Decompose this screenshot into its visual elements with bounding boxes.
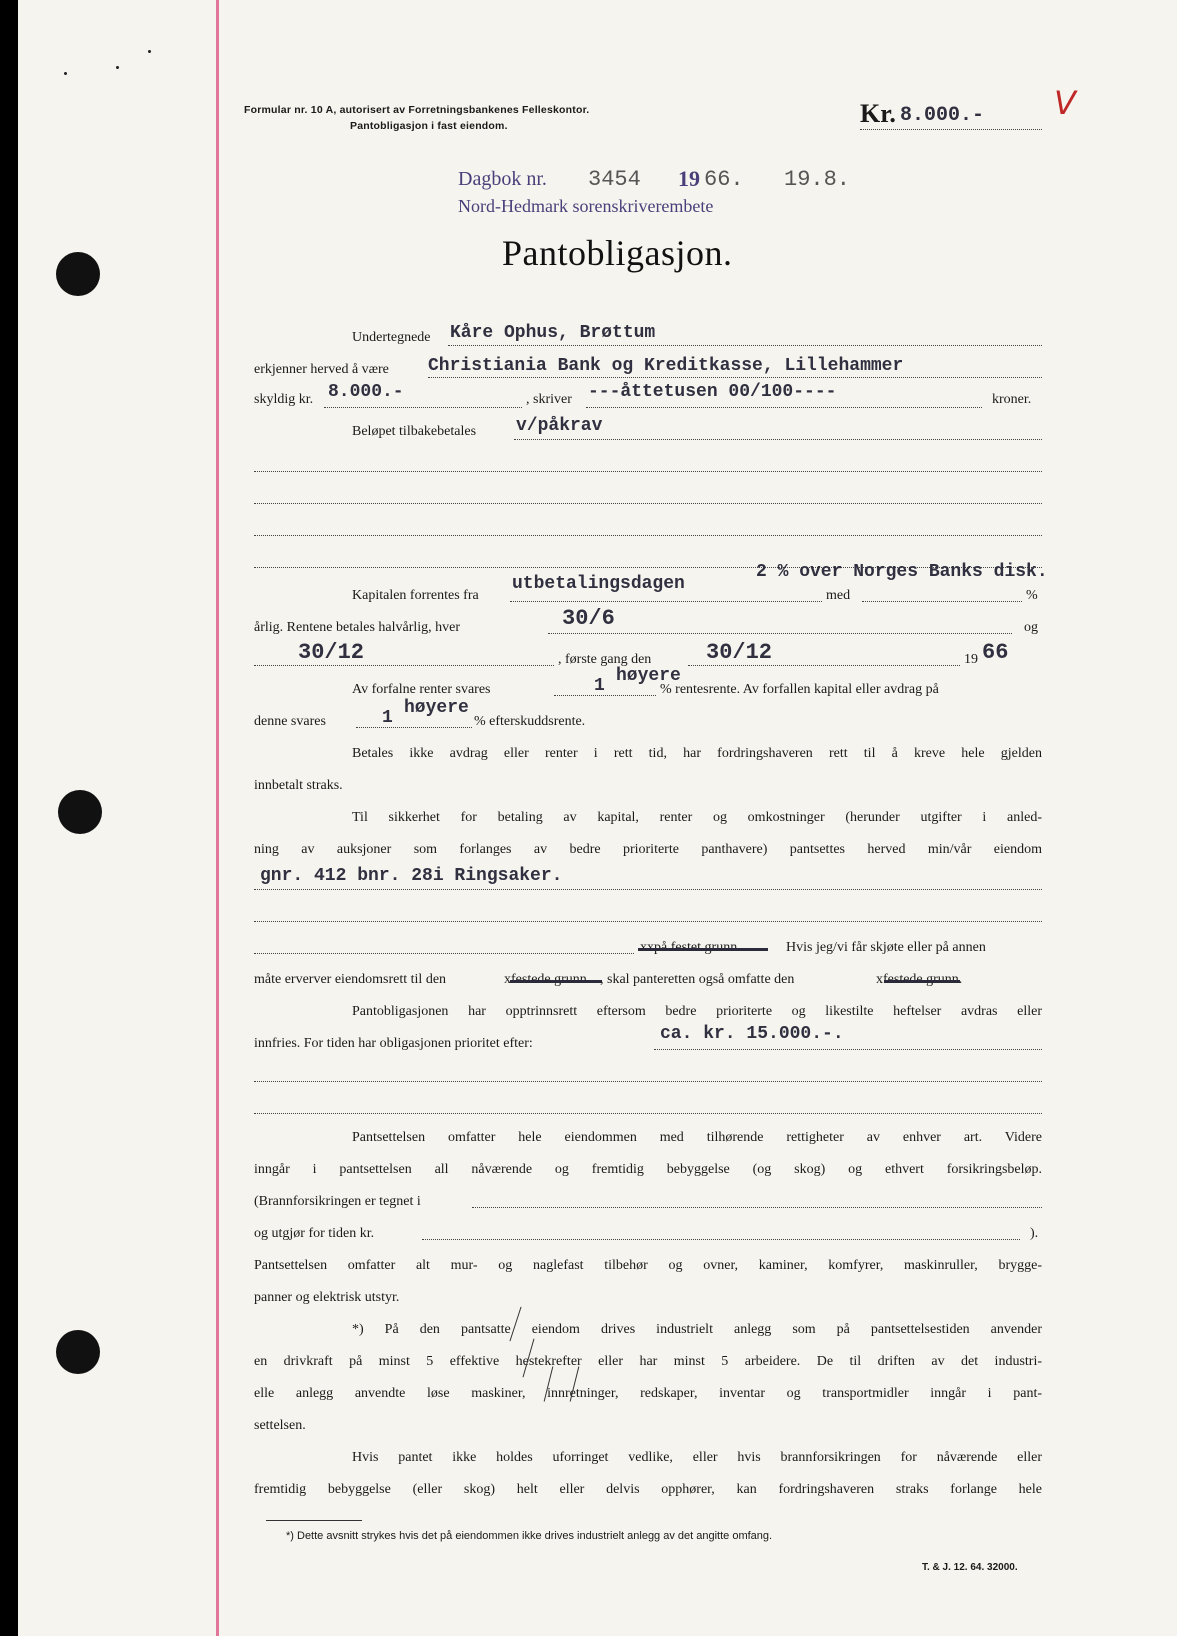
med-label: med xyxy=(826,588,851,603)
efterskudd-label: % efterskuddsrente. xyxy=(474,714,586,729)
og-label: og xyxy=(1024,620,1038,635)
kroner-label: kroner. xyxy=(992,392,1032,407)
kapitalen-label: Kapitalen forrentes fra xyxy=(352,588,479,603)
paragraph-5-line-1: Pantsettelsen omfatter alt mur- og naglefast tilbehør og ovner, kaminer, komfyrer, maskinruller, brygge- xyxy=(254,1258,1042,1273)
prioritet-dots xyxy=(654,1049,1042,1050)
check-mark: V xyxy=(1054,84,1076,122)
paragraph-4-line-2: inngår i pantsettelsen all nåværende og fremtidig bebyggelse (og skog) og ethvert forsikringsbeløp. xyxy=(254,1162,1042,1177)
arlig-dots xyxy=(548,633,1012,634)
paragraph-6-line-3: elle anlegg anvendte løse maskiner, innretninger, redskaper, inventar og transportmidler inngår i pant- xyxy=(254,1386,1042,1401)
year-19: 19 xyxy=(964,652,978,667)
property-value: gnr. 412 bnr. 28i Ringsaker. xyxy=(260,866,563,886)
amount-value: 8.000.- xyxy=(900,104,985,127)
paragraph-3-line-1: Pantobligasjonen har opptrinnsrett eftersom bedre prioriterte og likestilte heftelser avdras eller xyxy=(352,1004,1042,1019)
med-dots xyxy=(862,601,1022,602)
amount-prefix: Kr. xyxy=(860,99,896,128)
forste-label: , første gang den xyxy=(558,652,652,667)
denne-label: denne svares xyxy=(254,714,326,729)
skyldig-dots xyxy=(324,407,522,408)
belopet-label: Beløpet tilbakebetales xyxy=(352,424,477,439)
stamp-year-suffix: 66. xyxy=(704,167,744,192)
kapitalen-value: utbetalingsdagen xyxy=(512,574,685,594)
skyldig-label: skyldig kr. xyxy=(254,392,314,407)
document-page xyxy=(18,0,1177,1636)
print-code: T. & J. 12. 64. 32000. xyxy=(922,1562,1018,1573)
property-dots xyxy=(254,889,1042,890)
denne-extra: høyere xyxy=(404,698,469,718)
blank-line-1 xyxy=(254,471,1042,472)
amount-dots xyxy=(860,129,1042,130)
hvis-text: Hvis jeg/vi får skjøte eller på annen xyxy=(786,940,986,955)
speck xyxy=(148,50,151,53)
prioritet-value: ca. kr. 15.000.-. xyxy=(660,1024,844,1044)
erkjenner-dots xyxy=(428,377,1042,378)
rate-above-value: 2 % over Norges Banks disk. xyxy=(756,562,1048,582)
blank-line-7 xyxy=(254,1113,1042,1114)
arlig-value: 30/6 xyxy=(562,606,615,631)
brann-dots xyxy=(472,1207,1042,1208)
utgjor-dots xyxy=(422,1239,1020,1240)
strike-mate-2 xyxy=(884,980,960,983)
paragraph-6-line-1: *) På den pantsatte eiendom drives industrielt anlegg som på pantsettelsestiden anvender xyxy=(352,1322,1042,1337)
paragraph-4-line-4-end: ). xyxy=(1030,1226,1039,1241)
blank-line-6 xyxy=(254,1081,1042,1082)
blank-line-3 xyxy=(254,535,1042,536)
paragraph-1-line-2: innbetalt straks. xyxy=(254,778,343,793)
paragraph-3-line-2: innfries. For tiden har obligasjonen prioritet efter: xyxy=(254,1036,533,1051)
undertegnede-value: Kåre Ophus, Brøttum xyxy=(450,323,656,343)
festet-dots xyxy=(254,953,634,954)
forfalne-value: 1 xyxy=(594,676,605,696)
erkjenner-label: erkjenner herved å være xyxy=(254,362,389,377)
dagbok-label: Dagbok nr. xyxy=(458,168,547,190)
second-date-dots xyxy=(254,665,554,666)
form-type-line: Pantobligasjon i fast eiendom. xyxy=(350,120,508,132)
mate-struck-2: xfestede grunn. xyxy=(876,972,963,987)
forste-value: 30/12 xyxy=(706,640,773,665)
paragraph-7-line-2: fremtidig bebyggelse (eller skog) helt eller delvis opphører, kan fordringshaveren straks forlange hele xyxy=(254,1482,1042,1497)
paragraph-1-line-1: Betales ikke avdrag eller renter i rett tid, har fordringshaveren rett til å kreve hele gjelden xyxy=(352,746,1042,761)
paragraph-4-line-1: Pantsettelsen omfatter hele eiendommen med tilhørende rettigheter av enhver art. Videre xyxy=(352,1130,1042,1145)
year-66: 66 xyxy=(982,640,1009,665)
kapitalen-dots xyxy=(510,601,822,602)
denne-value: 1 xyxy=(382,708,393,728)
blank-line-5 xyxy=(254,921,1042,922)
strike-mate-1 xyxy=(510,980,602,983)
stamp-year-prefix: 19 xyxy=(678,166,700,191)
paragraph-5-line-2: panner og elektrisk utstyr. xyxy=(254,1290,400,1305)
forfalne-label: Av forfalne renter svares xyxy=(352,682,491,697)
percent-sign-1: % xyxy=(1026,588,1038,603)
belopet-value: v/påkrav xyxy=(516,416,603,436)
mate-mid: , skal panteretten også omfatte den xyxy=(600,972,795,987)
blank-line-2 xyxy=(254,503,1042,504)
margin-line xyxy=(216,0,219,1636)
punch-hole-1 xyxy=(56,252,100,296)
strike-festet xyxy=(638,948,768,951)
rentesrente-label: % rentesrente. Av forfallen kapital eller avdrag på xyxy=(660,682,939,697)
mate-start: måte erverver eiendomsrett til den xyxy=(254,972,447,987)
skriver-value: ---åttetusen 00/100---- xyxy=(588,382,837,402)
denne-dots xyxy=(356,727,472,728)
page-title: Pantobligasjon. xyxy=(502,233,733,273)
erkjenner-value: Christiania Bank og Kreditkasse, Lillehammer xyxy=(428,356,904,376)
stamp-date: 19.8. xyxy=(784,167,851,192)
dagbok-number: 3454 xyxy=(588,167,641,192)
speck xyxy=(64,72,67,75)
forste-dots xyxy=(688,665,960,666)
skriver-label: , skriver xyxy=(526,392,572,407)
paragraph-2-line-2: ning av auksjoner som forlanges av bedre prioriterte panthavere) pantsettes herved min/vår eiendom xyxy=(254,842,1042,857)
paragraph-2-line-1: Til sikkerhet for betaling av kapital, renter og omkostninger (herunder utgifter i anled- xyxy=(352,810,1042,825)
footnote-rule xyxy=(266,1520,362,1521)
stamp-office: Nord-Hedmark sorenskriverembete xyxy=(458,196,714,216)
punch-hole-3 xyxy=(56,1330,100,1374)
paragraph-7-line-1: Hvis pantet ikke holdes uforringet vedlike, eller hvis brannforsikringen for nåværende eller xyxy=(352,1450,1042,1465)
second-date-value: 30/12 xyxy=(298,640,365,665)
paragraph-4-line-3: (Brannforsikringen er tegnet i xyxy=(254,1194,421,1209)
arlig-label: årlig. Rentene betales halvårlig, hver xyxy=(254,620,461,635)
skriver-dots xyxy=(586,407,982,408)
undertegnede-label: Undertegnede xyxy=(352,330,431,345)
forfalne-extra: høyere xyxy=(616,666,681,686)
punch-hole-2 xyxy=(58,790,102,834)
footnote: *) Dette avsnitt strykes hvis det på eiendommen ikke drives industrielt anlegg av det angitte omfang. xyxy=(286,1530,773,1542)
forfalne-dots xyxy=(554,695,656,696)
form-number-line: Formular nr. 10 A, autorisert av Forretningsbankenes Felleskontor. xyxy=(244,104,590,116)
belopet-dots xyxy=(514,439,1042,440)
speck xyxy=(116,66,119,69)
paragraph-4-line-4: og utgjør for tiden kr. xyxy=(254,1226,375,1241)
mate-struck-1: xfestede grunn xyxy=(504,972,587,987)
skyldig-value: 8.000.- xyxy=(328,382,404,402)
paragraph-6-line-2: en drivkraft på minst 5 effektive hestekrefter eller har minst 5 arbeidere. De til driften av det industri- xyxy=(254,1354,1042,1369)
undertegnede-dots xyxy=(448,345,1042,346)
struck-festet: xxpå festet grunn. xyxy=(640,940,741,955)
paragraph-6-line-4: settelsen. xyxy=(254,1418,306,1433)
